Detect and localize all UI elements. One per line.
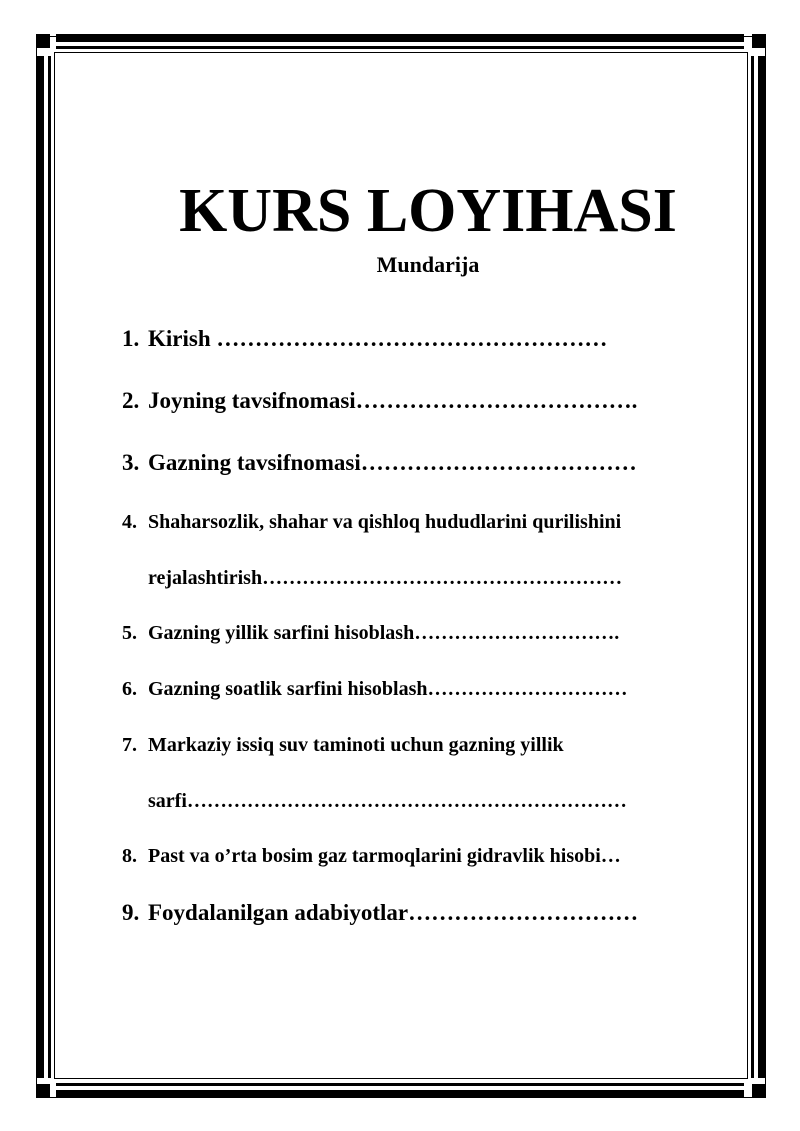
toc-item <box>122 900 638 926</box>
toc-item-continuation: rejalashtirish……………………………………………… <box>148 567 623 589</box>
toc-item-number: 5. <box>122 622 137 644</box>
toc-item <box>122 450 637 476</box>
border-corner-bottom-left <box>36 1084 50 1098</box>
toc-item <box>122 388 637 414</box>
toc-item <box>122 622 619 645</box>
toc-item-number: 8. <box>122 845 137 867</box>
toc-item-text: Shaharsozlik, shahar va qishloq hududlarini qurilishini <box>148 511 622 533</box>
border-corner-bottom-right <box>752 1084 766 1098</box>
toc-item-number: 9. <box>122 900 140 925</box>
toc-item-text: Past va o’rta bosim gaz tarmoqlarini gidravlik hisobi… <box>148 845 621 867</box>
border-corner-top-right <box>752 34 766 48</box>
toc-item-continuation: sarfi………………………………………………………… <box>148 790 627 812</box>
border-inner-bar-top <box>56 46 744 49</box>
toc-item-text: Joyning tavsifnomasi………………………………. <box>148 388 638 413</box>
toc-item-number: 1. <box>122 326 140 351</box>
toc-item-number: 3. <box>122 450 140 475</box>
toc-item <box>122 326 607 352</box>
toc-item-number: 7. <box>122 734 137 756</box>
toc-item <box>122 678 628 701</box>
toc-item <box>122 734 564 757</box>
toc-item-text: Kirish …………………………………………… <box>148 326 608 351</box>
toc-item-text: Gazning tavsifnomasi……………………………… <box>148 450 637 475</box>
toc-item-number: 6. <box>122 678 137 700</box>
toc-item <box>122 845 621 868</box>
border-inner-bar-bottom <box>56 1083 744 1086</box>
border-bar-bottom <box>56 1090 744 1098</box>
page-subtitle: Mundarija <box>376 252 480 277</box>
toc-item-text: Foydalanilgan adabiyotlar………………………… <box>148 900 639 925</box>
toc-item-text: Markaziy issiq suv taminoti uchun gazning yillik <box>148 734 564 756</box>
border-bar-top <box>56 34 744 42</box>
toc-item-text: Gazning yillik sarfini hisoblash…………………………. <box>148 622 620 644</box>
toc-item-number: 4. <box>122 511 137 533</box>
toc-item-number: 2. <box>122 388 140 413</box>
border-corner-top-left <box>36 34 50 48</box>
page-title: KURS LOYIHASI <box>179 177 677 245</box>
toc-item-text: Gazning soatlik sarfini hisoblash………………………… <box>148 678 628 700</box>
toc-item <box>122 511 621 534</box>
